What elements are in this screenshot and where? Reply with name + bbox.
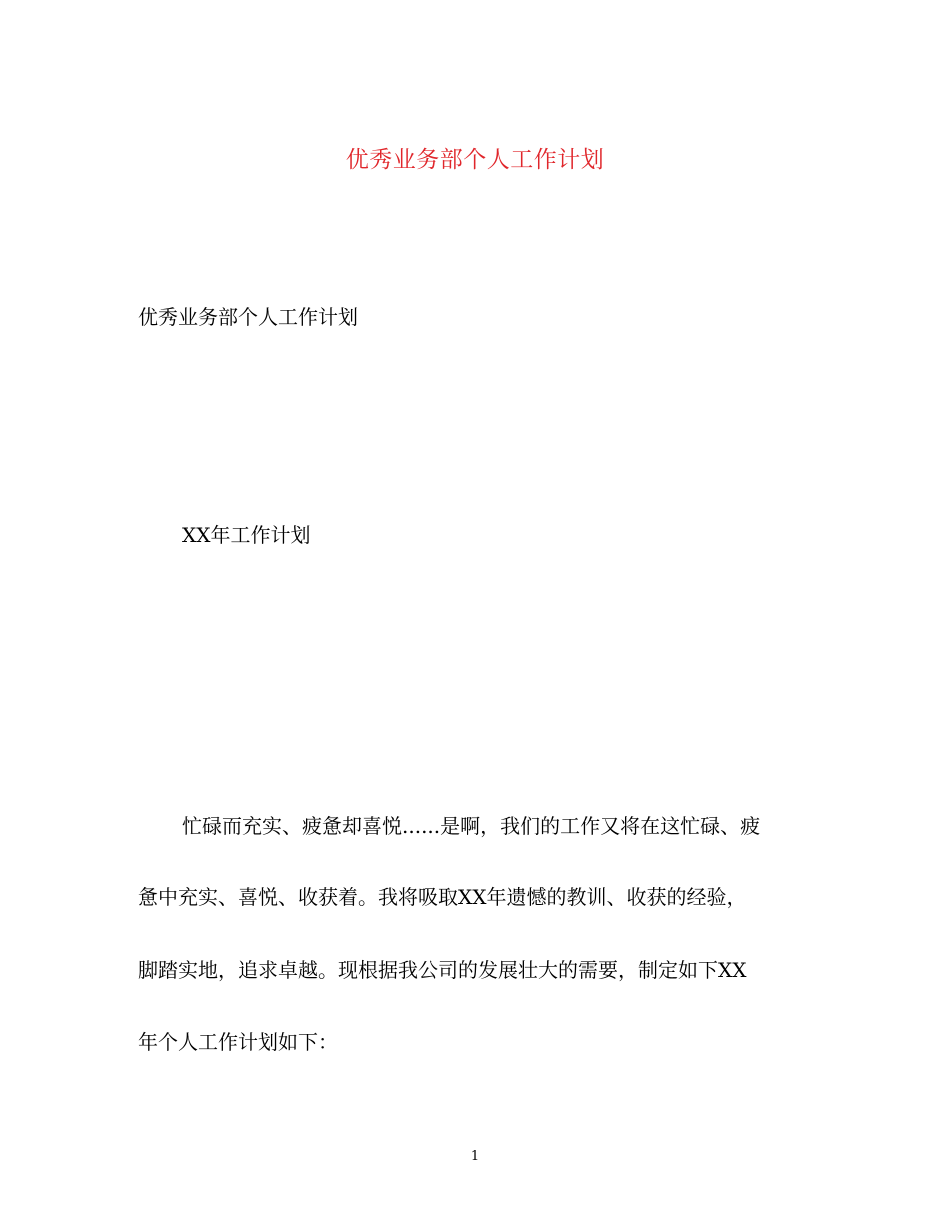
paragraph-line: 惫中充实、喜悦、收获着。我将吸取XX年遗憾的教训、收获的经验， (138, 885, 747, 909)
document-subtitle: 优秀业务部个人工作计划 (138, 305, 358, 329)
document-title: 优秀业务部个人工作计划 (345, 147, 605, 173)
paragraph-line: 年个人工作计划如下： (138, 1030, 338, 1054)
paragraph-line: 忙碌而充实、疲惫却喜悦......是啊，我们的工作又将在这忙碌、疲 (182, 814, 761, 838)
section-heading: XX年工作计划 (182, 523, 311, 547)
page-number: 1 (470, 1149, 480, 1164)
paragraph-line: 脚踏实地，追求卓越。现根据我公司的发展壮大的需要，制定如下XX (138, 958, 747, 982)
